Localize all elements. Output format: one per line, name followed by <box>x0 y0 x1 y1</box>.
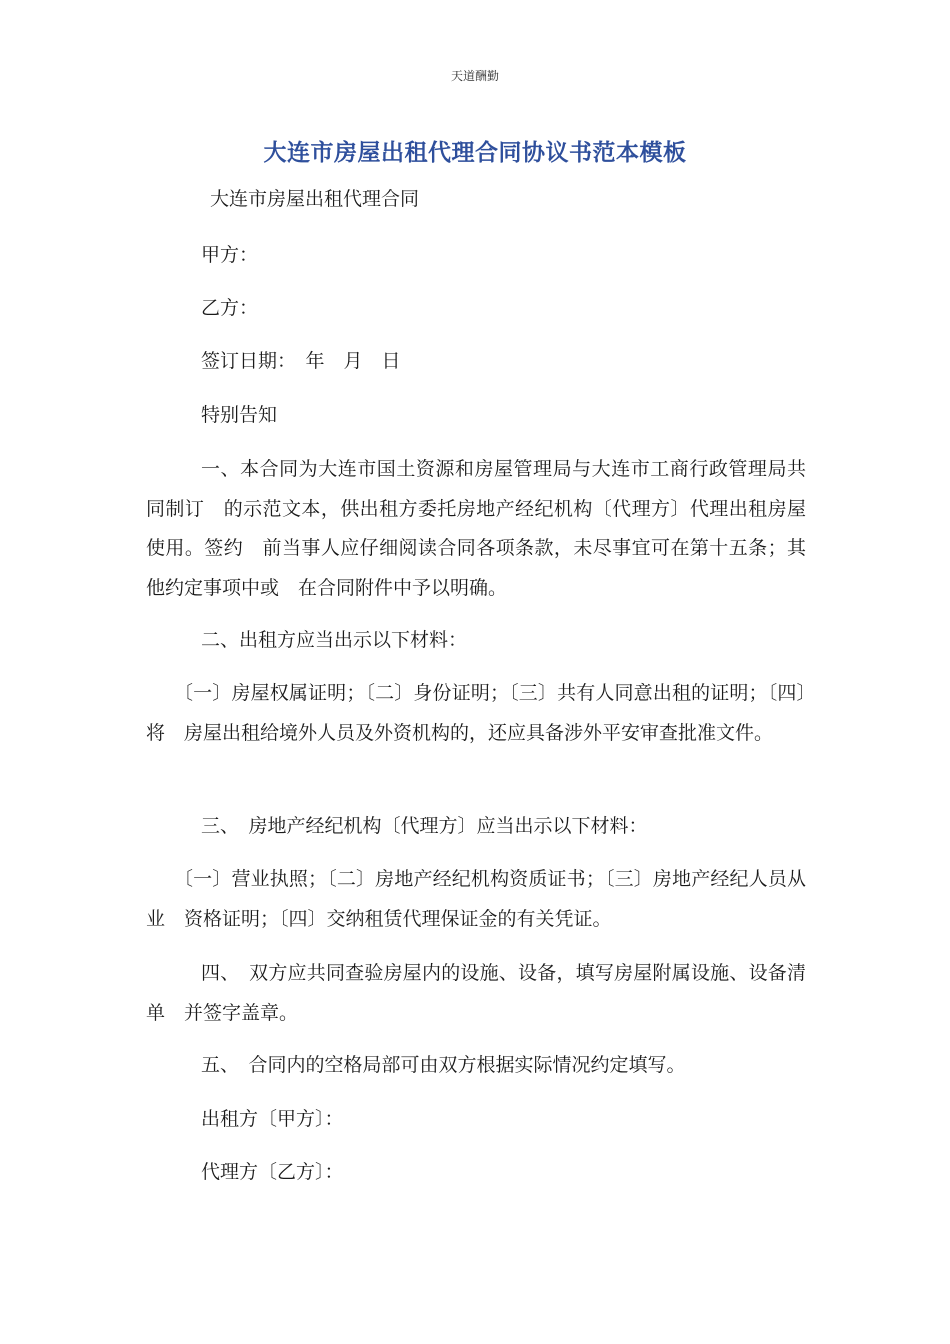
lessor-label: 出租方〔甲方〕： <box>201 1108 344 1130</box>
paragraph-1: 一、本合同为大连市国土资源和房屋管理局与大连市工商行政管理局共同制订 的示范文本，供出租方委托房地产经纪机构〔代理方〕代理出租房屋使用。签约 前当事人应仔细阅读合同各项条款，未尽事宜可在第十五条；其他约定事项中或 在合同附件中予以明确。 <box>146 458 806 599</box>
paragraph-6: 四、 双方应共同查验房屋内的设施、设备，填写房屋附属设施、设备清单 并签字盖章。 <box>146 962 806 1024</box>
party-b-label: 乙方： <box>201 297 259 319</box>
paragraph-3: 〔一〕房屋权属证明；〔二〕身份证明；〔三〕共有人同意出租的证明；〔四〕将 房屋出租给境外人员及外资机构的，还应具备涉外平安审查批准文件。 <box>146 682 806 744</box>
agent-label: 代理方〔乙方〕： <box>201 1161 344 1183</box>
party-a-label: 甲方： <box>201 244 259 266</box>
paragraph-4: 三、 房地产经纪机构〔代理方〕应当出示以下材料： <box>201 815 648 837</box>
sign-date-line: 签订日期： 年 月 日 <box>201 350 401 372</box>
contract-subtitle: 大连市房屋出租代理合同 <box>210 188 420 210</box>
paragraph-5: 〔一〕营业执照；〔二〕房地产经纪机构资质证书；〔三〕房地产经纪人员从业 资格证明；〔四〕交纳租赁代理保证金的有关凭证。 <box>146 868 806 930</box>
paragraph-2: 二、出租方应当出示以下材料： <box>201 629 468 651</box>
document-title: 大连市房屋出租代理合同协议书范本模板 <box>263 140 687 166</box>
notice-heading: 特别告知 <box>201 404 278 426</box>
paragraph-7: 五、 合同内的空格局部可由双方根据实际情况约定填写。 <box>201 1054 686 1076</box>
page-header: 天道酬勤 <box>450 69 499 83</box>
